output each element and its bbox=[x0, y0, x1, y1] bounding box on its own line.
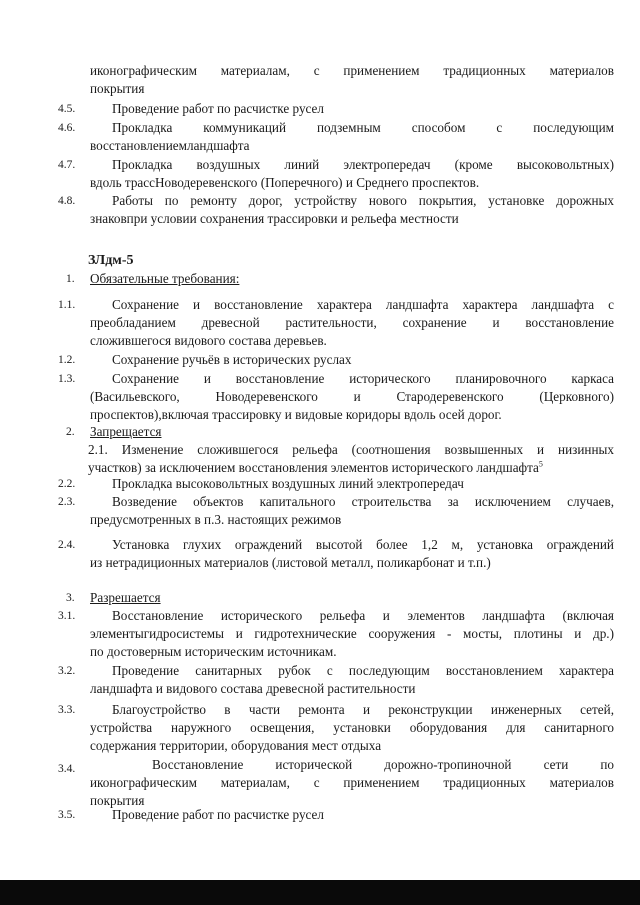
text-line: из нетрадиционных материалов (листовой металл, поликарбонат и т.п.) bbox=[90, 555, 491, 570]
list-item-3-2 bbox=[58, 662, 614, 698]
list-item-3-5 bbox=[58, 806, 614, 824]
list-item-4-8 bbox=[58, 192, 614, 228]
text-line: содержания территории, оборудования мест отдыха bbox=[90, 738, 382, 753]
section-title: Запрещается bbox=[90, 424, 162, 439]
text-line: Прокладка коммуникаций подземным способом с последующим bbox=[112, 120, 614, 135]
text-line: Сохранение и восстановление исторического планировочного каркаса bbox=[112, 371, 614, 386]
item-number: 3.1. bbox=[58, 610, 76, 622]
text-line: Прокладка воздушных линий электропередач (кроме высоковольтных) bbox=[112, 157, 614, 172]
section-number: 3. bbox=[66, 592, 75, 604]
intro-continuation bbox=[58, 62, 614, 98]
list-item-4-6 bbox=[58, 119, 614, 155]
item-number: 4.7. bbox=[58, 159, 76, 171]
text-line: покрытия bbox=[90, 793, 145, 808]
text-line: Сохранение и восстановление характера ландшафта характера ландшафта с bbox=[112, 297, 614, 312]
item-number: 2.2. bbox=[58, 478, 76, 490]
text-line: элементыгидросистемы и гидротехнические сооружения - мосты, плотины и др.) bbox=[90, 626, 614, 641]
list-item-1-3 bbox=[58, 370, 614, 424]
footnote-marker: 5 bbox=[538, 459, 543, 469]
list-item-3-3 bbox=[58, 701, 614, 755]
text-line: преобладанием древесной растительности, сохранение и восстановление bbox=[90, 315, 614, 330]
section-1-heading bbox=[66, 270, 606, 288]
zone-title: ЗЛдм-5 bbox=[88, 253, 134, 268]
section-title: Обязательные требования: bbox=[90, 271, 240, 286]
text-line: покрытия bbox=[90, 81, 145, 96]
section-2-heading bbox=[66, 423, 606, 441]
list-item-1-1 bbox=[58, 296, 614, 350]
text-line: восстановлениемландшафта bbox=[90, 138, 250, 153]
text-line: вдоль трассНоводеревенского (Поперечного) и Среднего проспектов. bbox=[90, 175, 480, 190]
item-number: 4.5. bbox=[58, 103, 76, 115]
text-line: Прокладка высоковольтных воздушных линий электропередач bbox=[112, 476, 464, 491]
section-3-heading bbox=[66, 589, 606, 607]
text-line: (Васильевского, Новодеревенского и Стародеревенского (Церковного) bbox=[90, 389, 614, 404]
item-number: 1.3. bbox=[58, 373, 76, 385]
text-line: иконографическим материалам, с применением традиционных материалов bbox=[90, 775, 614, 790]
text-fragment: участков) за исключением восстановления элементов исторического ландшафта bbox=[88, 460, 539, 475]
text-line: Проведение санитарных рубок с последующим восстановлением характера bbox=[112, 663, 614, 678]
scan-bottom-edge bbox=[0, 880, 640, 905]
text-line: ландшафта и видового состава древесной растительности bbox=[90, 681, 416, 696]
text-line: Возведение объектов капитального строительства за исключением случаев, bbox=[112, 494, 614, 509]
item-number: 2.3. bbox=[58, 496, 76, 508]
text-line: предусмотренных в п.3. настоящих режимов bbox=[90, 512, 342, 527]
text-line: Проведение работ по расчистке русел bbox=[112, 101, 324, 116]
section-number: 1. bbox=[66, 273, 75, 285]
list-item-2-1 bbox=[88, 441, 614, 477]
section-number: 2. bbox=[66, 426, 75, 438]
text-line: Работы по ремонту дорог, устройству нового покрытия, установке дорожных bbox=[112, 193, 614, 208]
text-line: устройства наружного освещения, установки оборудования для санитарного bbox=[90, 720, 614, 735]
text-line: Восстановление исторического рельефа и элементов ландшафта (включая bbox=[112, 608, 614, 623]
item-number: 2.4. bbox=[58, 539, 76, 551]
item-number: 3.5. bbox=[58, 809, 76, 821]
text-line: по достоверным историческим источникам. bbox=[90, 644, 337, 659]
text-line: Восстановление исторической дорожно-тропиночной сети по bbox=[152, 757, 614, 772]
list-item-2-4 bbox=[58, 536, 614, 572]
text-line: Установка глухих ограждений высотой более 1,2 м, установка ограждений bbox=[112, 537, 614, 552]
item-number: 3.3. bbox=[58, 704, 76, 716]
list-item-4-7 bbox=[58, 156, 614, 192]
list-item-4-5 bbox=[58, 100, 614, 118]
list-item-1-2 bbox=[58, 351, 614, 369]
item-number: 4.6. bbox=[58, 122, 76, 134]
text-line: иконографическим материалам, с применением традиционных материалов bbox=[90, 63, 614, 78]
text-line: Сохранение ручьёв в исторических руслах bbox=[112, 352, 352, 367]
text-line: 2.1. Изменение сложившегося рельефа (соотношения возвышенных и низинных bbox=[88, 442, 614, 457]
text-line: знаковпри условии сохранения трассировки и рельефа местности bbox=[90, 211, 459, 226]
text-line: Благоустройство в части ремонта и реконструкции инженерных сетей, bbox=[112, 702, 614, 717]
item-number: 1.1. bbox=[58, 299, 76, 311]
item-number: 3.2. bbox=[58, 665, 76, 677]
text-line: сложившегося видового состава деревьев. bbox=[90, 333, 327, 348]
list-item-3-4 bbox=[58, 756, 614, 810]
list-item-2-2 bbox=[58, 475, 614, 493]
section-title: Разрешается bbox=[90, 590, 161, 605]
item-number: 4.8. bbox=[58, 195, 76, 207]
item-number: 1.2. bbox=[58, 354, 76, 366]
list-item-2-3 bbox=[58, 493, 614, 529]
item-number: 3.4. bbox=[58, 763, 76, 775]
list-item-3-1 bbox=[58, 607, 614, 661]
text-line: проспектов),включая трассировку и видовые коридоры вдоль осей дорог. bbox=[90, 407, 502, 422]
text-line: Проведение работ по расчистке русел bbox=[112, 807, 324, 822]
